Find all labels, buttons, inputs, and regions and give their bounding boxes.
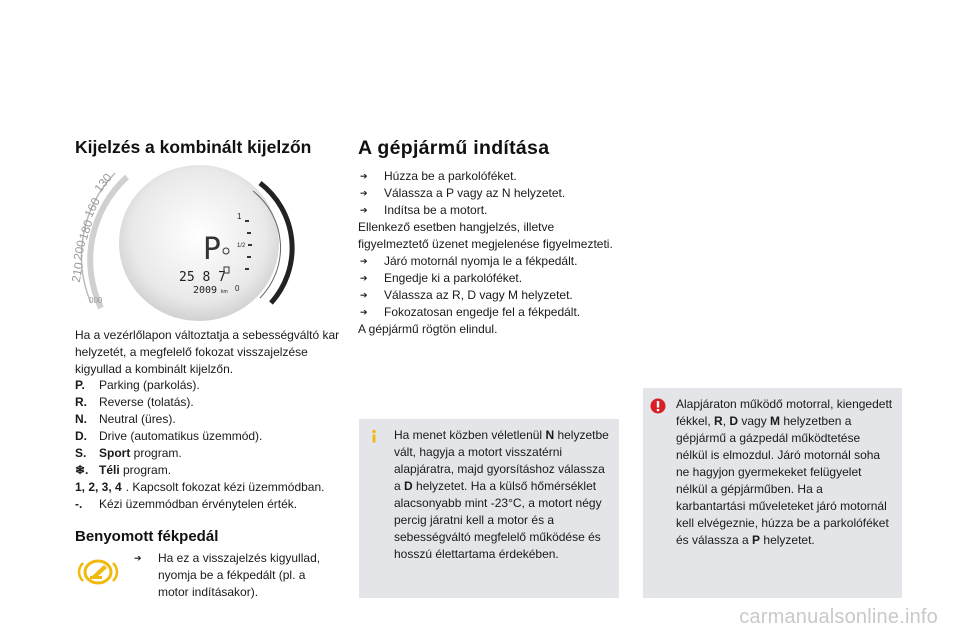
warning-note: Alapjáraton működő motorral, kiengedett fékkel, R, D vagy M helyzetben a gépjármű a gázpedál működtetése nélkül is elmozdul. Járó motornál soha ne hagyjon gyermekeket felügyelet nélkül a gépjárműben. Ha a karbantartási műveleteket járó motornál kell elvégeznie, húzza be a parkolóféket és válassza a P helyzetet. — [643, 388, 902, 598]
list-item: ➔ Járó motornál nyomja le a fékpedált. — [360, 254, 578, 268]
list-item: ➔ Fokozatosan engedje fel a fékpedált. — [360, 305, 581, 319]
arrow-icon: ➔ — [360, 188, 368, 198]
list-item: ➔ Válassza a P vagy az N helyzetet. — [360, 186, 566, 200]
list-item: -. Kézi üzemmódban érvénytelen érték. — [75, 497, 298, 511]
list-item: ➔ Indítsa be a motort. — [360, 203, 488, 217]
small-indicator: 000 — [89, 296, 103, 305]
arrow-icon: ➔ — [360, 256, 368, 266]
list-item: 1, 2, 3, 4 . Kapcsolt fokozat kézi üzemmódban. — [75, 480, 325, 494]
odometer-value: 25 8 7 — [179, 270, 226, 285]
fuel-full-label: 1 — [237, 212, 242, 221]
speed-mark: 130 — [91, 170, 115, 196]
trip-value: 2009 — [193, 285, 218, 296]
watermark: carmanualsonline.info — [739, 606, 938, 628]
warning-text: Ellenkező esetben hangjelzés, illetve figyelmeztető üzenet megjelenése figyelmezteti. — [358, 220, 613, 251]
list-item: D. Drive (automatikus üzemmód). — [75, 429, 263, 443]
speed-mark: 200 — [70, 238, 89, 262]
brake-warning-icon — [80, 557, 116, 587]
instrument-cluster-illustration — [68, 163, 285, 321]
speed-mark: 160 — [81, 195, 103, 220]
list-item: ➔ Húzza be a parkolóféket. — [360, 169, 517, 183]
list-item: R. Reverse (tolatás). — [75, 395, 194, 409]
brake-instruction: ➔ Ha ez a visszajelzés kigyullad, nyomja be a fékpedált (pl. a motor indításakor). — [134, 551, 321, 599]
list-item: S. Sport program. — [75, 446, 182, 460]
speed-mark: 210 — [68, 261, 87, 284]
info-icon — [367, 429, 381, 443]
warning-icon — [650, 398, 666, 414]
list-item: N. Neutral (üres). — [75, 412, 176, 426]
list-item: ➔ Engedje ki a parkolóféket. — [360, 271, 523, 285]
arrow-icon: ➔ — [360, 307, 368, 317]
section-title-start: A gépjármű indítása — [358, 137, 550, 159]
gear-list — [75, 377, 355, 513]
list-item: ❄. Téli program. — [75, 463, 172, 477]
arrow-icon: ➔ — [360, 273, 368, 283]
section-title-brake: Benyomott fékpedál — [75, 528, 219, 545]
trip-unit: km — [221, 289, 228, 295]
start-procedure — [358, 168, 618, 338]
end-text: A gépjármű rögtön elindul. — [358, 322, 498, 336]
section-title-display: Kijelzés a kombinált kijelzőn — [75, 137, 312, 157]
arrow-icon: ➔ — [134, 553, 142, 563]
info-note: Ha menet közben véletlenül N helyzetbe vált, hagyja a motort visszatérni alapjáratra, majd gyorsításhoz válassza a D helyzetet. Ha a külső hőmérséklet alacsonyabb mint -23°C, a motort négy percig járatni kell a motor és a sebességváltó megfelelő működése és hosszú élettartama érdekében. — [359, 419, 619, 598]
gear-display-description: Ha a vezérlőlapon változtatja a sebességváltó kar helyzetét, a megfelelő fokozat visszajelzése kigyullad a kombinált kijelzőn. — [75, 328, 340, 376]
list-item: ➔ Válassza az R, D vagy M helyzetet. — [360, 288, 573, 302]
arrow-icon: ➔ — [360, 205, 368, 215]
fuel-empty-label: 0 — [235, 284, 240, 293]
arrow-icon: ➔ — [360, 171, 368, 181]
arrow-icon: ➔ — [360, 290, 368, 300]
list-item: P. Parking (parkolás). — [75, 378, 200, 392]
speed-mark: 180 — [76, 218, 96, 242]
fuel-half-label: 1/2 — [237, 243, 246, 249]
gear-indicator: P — [203, 232, 222, 267]
